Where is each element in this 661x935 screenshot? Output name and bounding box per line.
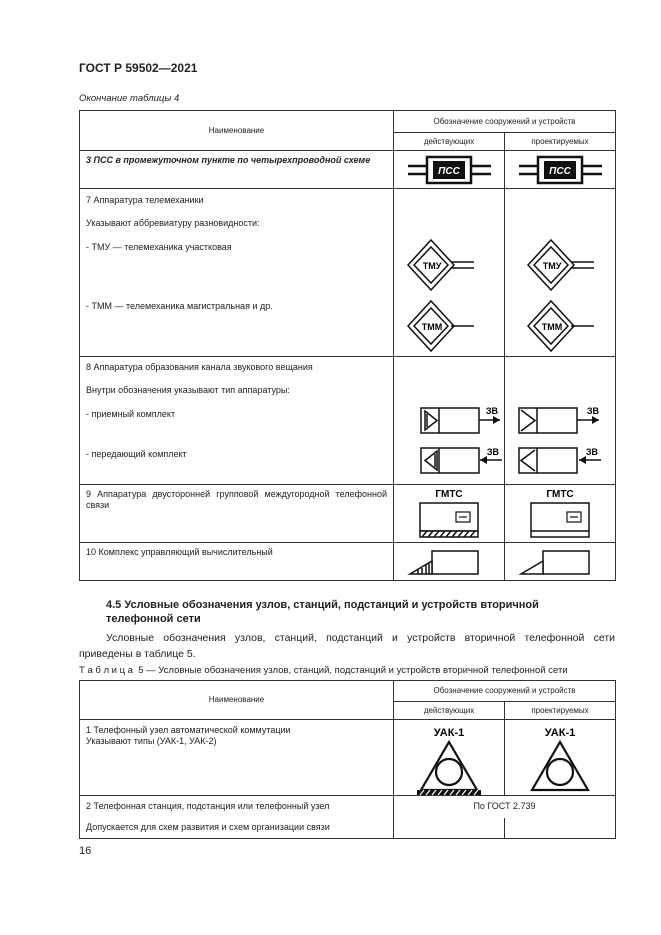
svg-text:ЗВ: ЗВ — [586, 406, 600, 416]
table4-caption: Окончание таблицы 4 — [79, 93, 180, 104]
sound-channel-icon — [394, 357, 505, 485]
pss-symbol-planned — [505, 151, 616, 189]
station-ref: По ГОСТ 2.739 — [473, 801, 536, 811]
row-gmts-name: 9 Аппаратура двусторонней групповой междугородной телефонной связи — [80, 485, 394, 543]
row-telemech-name: 7 Аппаратура телемеханики Указывают аббревиатуру разновидности: - ТМУ — телемеханика участковая - ТММ — телемеханика магистральная и др. — [80, 189, 394, 357]
diamond-icon — [505, 189, 616, 357]
sound-symbol-planned — [505, 357, 616, 485]
svg-text:ЗВ: ЗВ — [486, 447, 500, 457]
uak-symbol-existing — [394, 720, 505, 796]
table4-col-name: Наименование — [80, 111, 394, 151]
telemech-symbol-planned — [505, 189, 616, 357]
table5-col-existing: действующих — [394, 702, 505, 720]
sound-channel-icon — [505, 357, 616, 485]
complex-symbol-planned — [505, 543, 616, 581]
svg-text:ТММ: ТММ — [421, 322, 443, 332]
svg-text:ТМУ: ТМУ — [542, 261, 562, 271]
table5-col-name: Наименование — [80, 681, 394, 720]
table5-caption: Т а б л и ц а 5 — Условные обозначения узлов, станций, подстанций и устройств вторичной телефонной сети — [79, 665, 568, 676]
page-number: 16 — [79, 845, 92, 857]
pss-icon — [394, 151, 505, 189]
station-ref-cell — [394, 796, 616, 839]
row-uak-name: 1 Телефонный узел автоматической коммутации Указывают типы (УАК-1, УАК-2) — [80, 720, 394, 796]
table4 — [79, 110, 616, 581]
section-body: Условные обозначения узлов, станций, подстанций и устройств вторичной телефонной сети приведены в таблице 5. — [79, 632, 615, 660]
document-header: ГОСТ Р 59502—2021 — [79, 61, 198, 75]
telemech-symbol-existing — [394, 189, 505, 357]
complex-symbol-existing — [394, 543, 505, 581]
svg-text:ЗВ: ЗВ — [585, 447, 599, 457]
gmts-icon — [394, 485, 505, 543]
uak-symbol-planned — [505, 720, 616, 796]
table5-col-planned: проектируемых — [505, 702, 616, 720]
sound-symbol-existing — [394, 357, 505, 485]
svg-text:ГМТС: ГМТС — [546, 489, 574, 500]
gmts-symbol-existing — [394, 485, 505, 543]
column-divider — [504, 818, 505, 838]
computing-complex-icon — [505, 543, 616, 581]
computing-complex-icon — [394, 543, 505, 581]
row-sound-name: 8 Аппаратура образования канала звукового вещания Внутри обозначения указывают тип аппаратуры: - приемный комплект - передающий комплект — [80, 357, 394, 485]
svg-text:ЗВ: ЗВ — [485, 406, 499, 416]
svg-text:ТМУ: ТМУ — [422, 261, 442, 271]
section-title: 4.5 Условные обозначения узлов, станций, подстанций и устройств вторичной телефонной сети — [106, 599, 539, 625]
row-complex-name: 10 Комплекс управляющий вычислительный — [80, 543, 394, 581]
exchange-node-icon — [505, 720, 616, 796]
pss-icon — [505, 151, 616, 189]
svg-text:ГМТС: ГМТС — [435, 489, 463, 500]
table4-col-existing: действующих — [394, 133, 505, 151]
table4-col-designation: Обозначение сооружений и устройств — [394, 111, 616, 133]
svg-text:ТММ: ТММ — [541, 322, 563, 332]
gmts-symbol-planned — [505, 485, 616, 543]
row-pss-name: 3 ПСС в промежуточном пункте по четырехпроводной схеме — [80, 151, 394, 189]
row-station-name: 2 Телефонная станция, подстанция или телефонный узел Допускается для схем развития и схем организации связи — [80, 796, 394, 839]
svg-text:ПСС: ПСС — [438, 166, 460, 177]
gmts-icon — [505, 485, 616, 543]
pss-symbol-existing — [394, 151, 505, 189]
svg-text:УАК-1: УАК-1 — [544, 727, 576, 739]
svg-text:ПСС: ПСС — [549, 166, 571, 177]
table5-col-designation: Обозначение сооружений и устройств — [394, 681, 616, 702]
table4-col-planned: проектируемых — [505, 133, 616, 151]
table5 — [79, 680, 616, 839]
svg-text:УАК-1: УАК-1 — [433, 727, 465, 739]
exchange-node-icon — [394, 720, 505, 796]
diamond-icon — [394, 189, 505, 357]
